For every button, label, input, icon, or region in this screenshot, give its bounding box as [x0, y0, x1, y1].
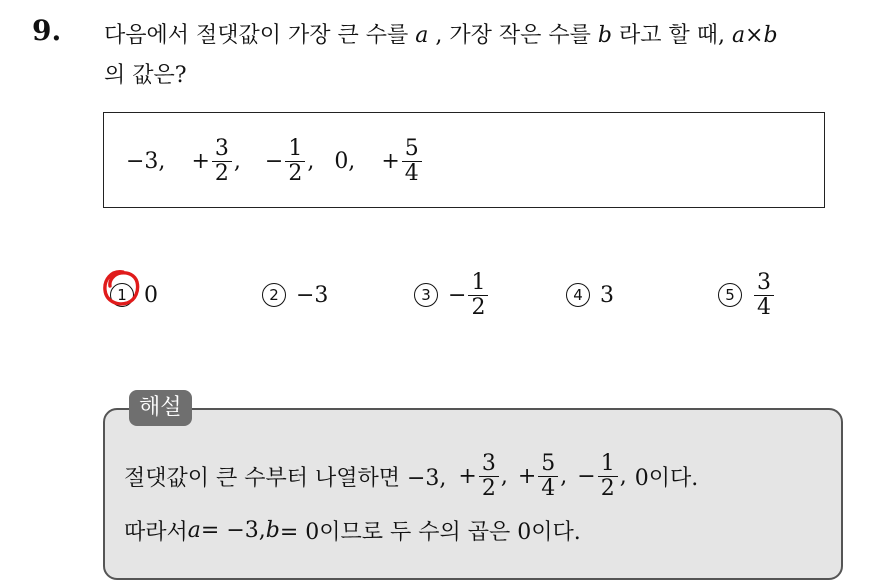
fraction [212, 137, 232, 186]
explanation-text: = 0이므로 두 수의 곱은 0이다. [279, 519, 581, 545]
comma: , [307, 148, 315, 174]
sign: + [381, 148, 400, 174]
choice-2[interactable] [262, 266, 328, 324]
choice-value: 0 [144, 282, 158, 308]
denominator: 2 [479, 476, 499, 501]
question-text-part: 라고 할 때, [611, 23, 732, 48]
numerator: 1 [600, 450, 615, 476]
explanation-text: 0이다. [634, 465, 699, 491]
choice-value: 3 [600, 282, 614, 308]
question-text-part: 다음에서 절댓값이 가장 큰 수를 [104, 23, 416, 48]
explanation-tag: 해설 [129, 390, 192, 426]
explanation-line-2 [124, 508, 581, 552]
numerator: 3 [214, 135, 229, 161]
comma: , [560, 463, 568, 489]
denominator: 4 [538, 476, 558, 501]
fraction [285, 137, 305, 186]
question-text-part: 의 값은? [104, 63, 187, 88]
fraction [479, 452, 499, 501]
sign: − [448, 282, 467, 308]
numerator: 3 [481, 450, 496, 476]
denominator: 2 [285, 161, 305, 186]
variable-a: a [415, 23, 429, 48]
choice-value: −3 [296, 282, 329, 308]
explanation-text: 절댓값이 큰 수부터 나열하면 −3, [124, 465, 447, 491]
variable-b: b [597, 23, 612, 48]
fraction [598, 452, 618, 501]
choice-marker: 3 [414, 283, 438, 307]
given-numbers-row [126, 131, 424, 191]
choice-marker: 2 [262, 283, 286, 307]
choice-3[interactable] [414, 266, 490, 324]
selected-answer-circle-mark [101, 268, 141, 308]
given-number [265, 137, 314, 186]
comma: , [500, 463, 508, 489]
numerator: 5 [404, 135, 419, 161]
comma: , [619, 463, 627, 489]
fraction [538, 452, 558, 501]
numerator: 1 [471, 269, 486, 295]
numerator: 3 [757, 269, 771, 295]
choice-marker: 1 [110, 283, 134, 307]
sign: + [191, 148, 210, 174]
choice-4[interactable] [566, 266, 614, 324]
denominator: 2 [598, 476, 618, 501]
variable-a: a [187, 517, 201, 543]
given-number: −3, [126, 148, 166, 174]
fraction [402, 137, 422, 186]
given-number [381, 137, 423, 186]
given-number [191, 137, 240, 186]
question-number: 9. [32, 14, 62, 47]
sign: − [577, 463, 596, 489]
given-number: 0, [334, 148, 356, 174]
denominator: 4 [754, 295, 774, 320]
denominator: 2 [212, 161, 232, 186]
choice-marker: 5 [718, 283, 742, 307]
fraction [468, 271, 488, 320]
numerator: 5 [541, 450, 556, 476]
sign: + [517, 463, 537, 489]
choice-marker: 4 [566, 283, 590, 307]
explanation-line-1 [124, 446, 698, 506]
denominator: 2 [468, 295, 488, 320]
explanation-text: 따라서 [124, 519, 188, 545]
comma: , [233, 148, 241, 174]
question-text [104, 16, 874, 96]
fraction [754, 271, 774, 320]
denominator: 4 [402, 161, 422, 186]
variable-b: b [265, 517, 280, 543]
choice-5[interactable] [718, 266, 776, 324]
product-expression: a×b [731, 23, 778, 48]
explanation-text: = −3, [200, 517, 266, 543]
given-numbers-box [103, 112, 825, 208]
sign: + [458, 463, 477, 489]
sign: − [264, 148, 284, 174]
question-text-part: , 가장 작은 수를 [428, 23, 598, 48]
numerator: 1 [288, 135, 303, 161]
